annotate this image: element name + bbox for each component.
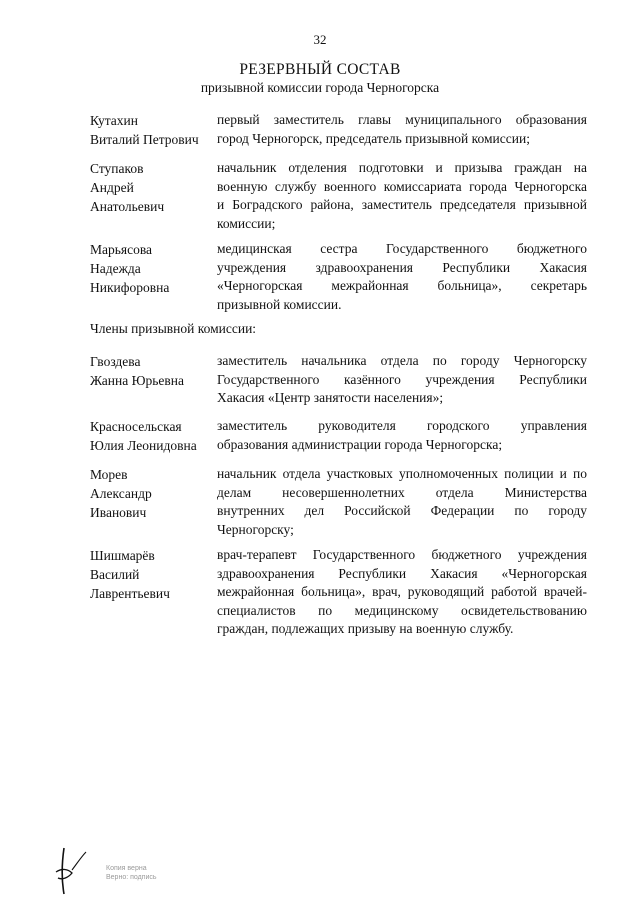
entry-name: Красносельская Юлия Леонидовна: [90, 419, 197, 453]
entry-name: Шишмарёв Василий Лаврентьевич: [90, 548, 170, 601]
entry-role: врач-терапевт Государственного бюджетного учреждения здравоохранения Республики Хакасия «Черногорская межрайонная больница», врач, руководящий работой врачей- специалистов по медицинскому освидетельствованию граждан, подлежащих призыву на военную службу.: [217, 547, 587, 637]
document-subtitle: призывной комиссии города Черногорска: [200, 80, 440, 95]
page-number: 32: [313, 32, 327, 47]
members-heading: Члены призывной комиссии:: [90, 321, 257, 336]
entry-name: Марьясова Надежда Никифоровна: [90, 242, 170, 295]
entry-role: медицинская сестра Государственного бюджетного учреждения здравоохранения Республики Хакасия «Черногорская межрайонная больница», секретарь призывной комиссии.: [217, 241, 587, 312]
entry-name: Гвоздева Жанна Юрьевна: [90, 354, 184, 388]
entry-name: Ступаков Андрей Анатольевич: [90, 161, 165, 214]
entry-role: начальник отделения подготовки и призыва граждан на военную службу военного комиссариата города Черногорска и Боградского района, заместитель председателя призывной комиссии;: [217, 160, 587, 231]
entry-role: заместитель начальника отдела по городу Черногорску Государственного казённого учреждения Республики Хакасия «Центр занятости населения»;: [217, 353, 587, 406]
entry-role: заместитель руководителя городского управления образования администрации города Черногорска;: [217, 418, 587, 452]
document-title: РЕЗЕРВНЫЙ СОСТАВ: [239, 61, 401, 78]
entry-role: начальник отдела участковых уполномоченных полиции и по делам несовершеннолетних отдела Министерства внутренних дел Российской Федерации по городу Черногорску;: [217, 466, 587, 537]
signature-mark: [52, 842, 102, 897]
copy-stamp: Копия верна Верно: подпись: [106, 865, 157, 881]
entry-name: Морев Александр Иванович: [90, 467, 152, 520]
entry-name: Кутахин Виталий Петрович: [90, 113, 199, 147]
entry-role: первый заместитель главы муниципального образования город Черногорск, председатель призывной комиссии;: [217, 112, 587, 146]
